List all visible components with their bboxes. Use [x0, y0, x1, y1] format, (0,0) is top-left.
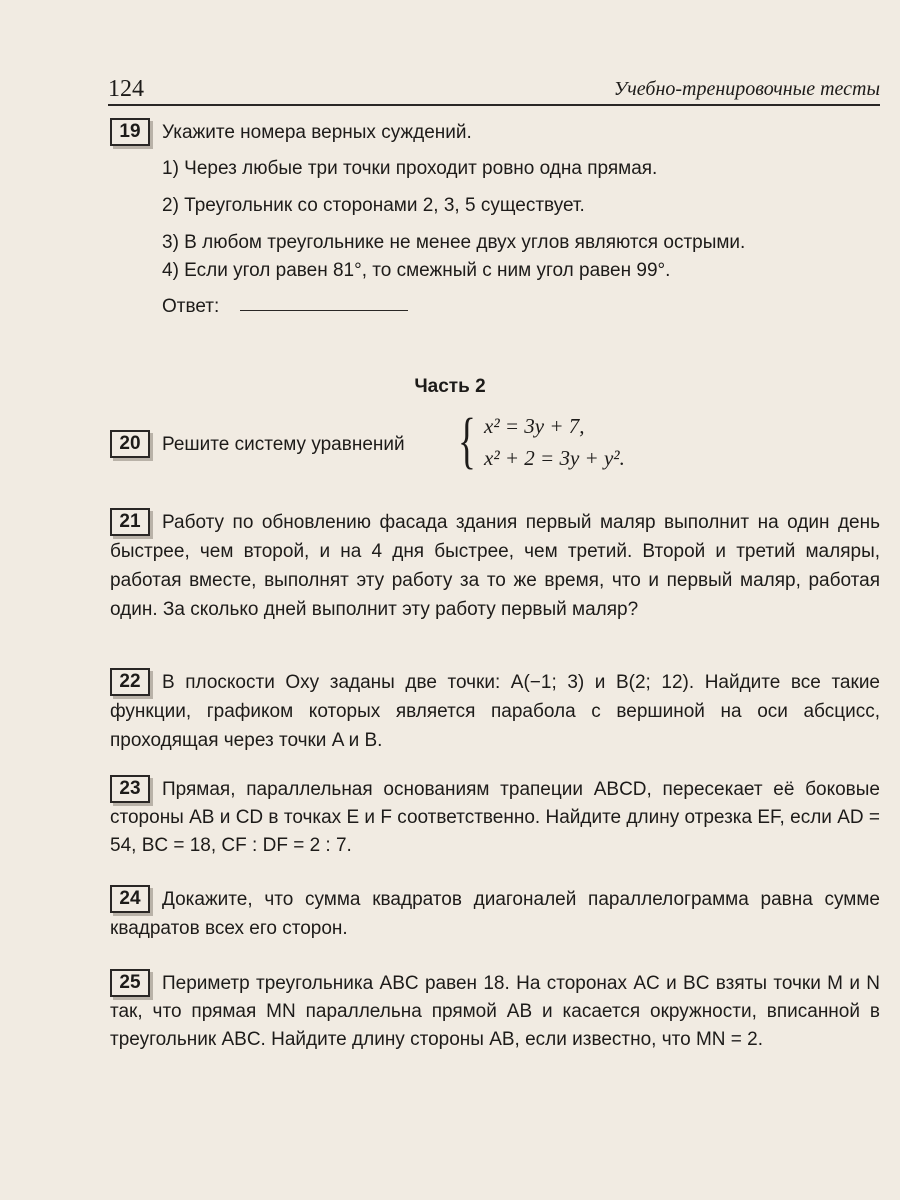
task-text: Прямая, параллельная основаниям трапеции ABCD, пересекает её боковые стороны AB и CD в точках E и F соответственно. Найдите длину отрезка EF, если AD = 54, BC = 18, CF : DF = 2 : 7. — [110, 779, 880, 856]
task-prompt: Укажите номера верных суждений. — [162, 122, 472, 143]
task-22 — [110, 668, 880, 755]
task-text: Периметр треугольника ABC равен 18. На сторонах AC и BC взяты точки M и N так, что прямая MN параллельна прямой AB и касается окружности, вписанной в треугольник ABC. Найдите длину стороны AB, если известно, что MN = 2. — [110, 973, 880, 1050]
task-number: 23 — [110, 775, 150, 803]
task-number: 22 — [110, 668, 150, 696]
task-23 — [110, 775, 880, 860]
equation-1: x² = 3y + 7, — [484, 414, 585, 438]
answer-label: Ответ: — [162, 296, 220, 317]
task-number: 19 — [110, 118, 150, 146]
task-text: Работу по обновлению фасада здания первый маляр выполнит на один день быстрее, чем второй, и на 4 дня быстрее, чем третий. Второй и третий маляры, работая вместе, выполнят эту работу за то же время, что и первый маляр, работая один. За сколько дней выполнит эту работу первый маляр? — [110, 512, 880, 620]
running-title: Учебно-тренировочные тесты — [613, 78, 880, 100]
task-text: Докажите, что сумма квадратов диагоналей параллелограмма равна сумме квадратов всех его сторон. — [110, 889, 880, 939]
task-25 — [110, 969, 880, 1054]
task-number: 25 — [110, 969, 150, 997]
page-number: 124 — [108, 76, 144, 102]
system-brace: { — [457, 407, 476, 475]
answer-field — [240, 292, 408, 311]
task-number: 24 — [110, 885, 150, 913]
task-24 — [110, 885, 880, 943]
part-2-title: Часть 2 — [414, 376, 486, 397]
task-number: 21 — [110, 508, 150, 536]
header-rule — [108, 104, 880, 106]
task-text: В плоскости Oxy заданы две точки: A(−1; 3) и B(2; 12). Найдите все такие функции, графиком которых является парабола с вершиной на оси абсцисс, проходящая через точки A и B. — [110, 672, 880, 751]
textbook-page: 124 Учебно-тренировочные тесты 19 Укажите номера верных суждений. 1) Через любые три точки проходит ровно одна прямая. 2) Треугольник со сторонами 2, 3, 5 существует. 3) В любом треугольнике не менее двух углов являются острыми. 4) Если угол равен 81°, то смежный с ним угол равен 99°. Ответ: Часть 2 20 Решите систему уравнений { x² = 3y + 7, x² + 2 = 3y + y². 21 Работу по обновлению фасада здания первый маляр выполнит на один день быстрее, чем второй, и на 4 дня быстрее, чем третий. Второй и третий маляры, работая вместе, выполнят эту работу за то же время, что и первый маляр, работая один. За сколько дней выполнит эту работу первый маляр? 22 В плоскости Oxy заданы две точки: A(−1; 3) и B(2; 12). Найдите все такие функции, графиком которых является парабола с вершиной на оси абсцисс, проходящая через точки A и B. 23 Прямая, параллельная основаниям трапеции ABCD, пересекает её боковые стороны AB и CD в точках E и F соответственно. Найдите длину отрезка EF, если AD = 54, BC = 18, CF : DF = 2 : 7. 24 Докажите, что сумма квадратов диагоналей параллелограмма равна сумме квадратов всех его сторон. 25 Периметр треугольника ABC равен 18. На сторонах AC и BC взяты точки M и N так, что прямая MN параллельна прямой AB и касается окружности, вписанной в треугольник ABC. Найдите длину стороны AB, если известно, что MN = 2. — [0, 0, 900, 1200]
task-21 — [110, 508, 880, 624]
task-19 — [110, 118, 880, 148]
task-number: 20 — [110, 430, 150, 458]
task-prompt: Решите систему уравнений — [162, 434, 405, 455]
equation-2: x² + 2 = 3y + y². — [484, 446, 625, 470]
page-header — [108, 76, 880, 106]
